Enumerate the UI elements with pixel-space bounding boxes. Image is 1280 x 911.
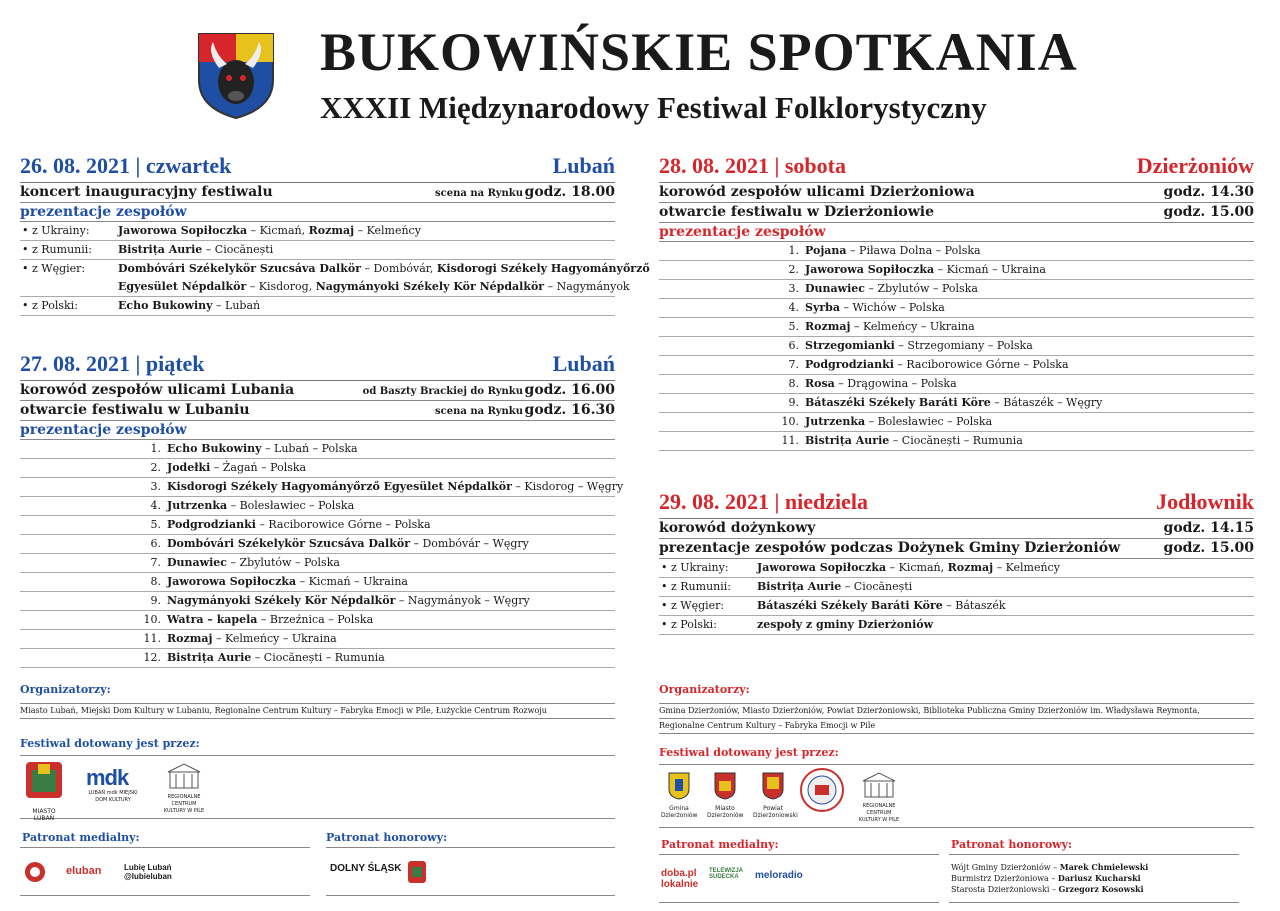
ox-head-crest-icon	[197, 32, 275, 120]
day3-date: 28. 08. 2021 | sobota	[659, 153, 846, 178]
list-item: 10. Watra – kapela – Brzeźnica – Polska	[20, 611, 615, 630]
list-item: 2. Jaworowa Sopiłoczka – Kicmań – Ukraina	[659, 261, 1254, 280]
organizers-text: Regionalne Centrum Kultury – Fabryka Emocji w Pile	[659, 719, 1254, 734]
powiat-crest-icon: Powiat Dzierżoniowski	[753, 771, 793, 819]
list-item: 2. Jodełki – Żagań – Polska	[20, 459, 615, 478]
group-row: • z Polski: Echo Bukowiny – Lubań	[20, 297, 615, 316]
list-item: 11. Bistrița Aurie – Ciocănești – Rumunia	[659, 432, 1254, 451]
lubie-luban-logo: Lubię Lubań @lubieluban	[124, 863, 172, 881]
rck-building-logo-icon: REGIONALNE CENTRUM KULTURY W PILE	[857, 771, 901, 824]
funding-heading: Festiwal dotowany jest przez:	[20, 737, 200, 750]
group-row: • z Węgier: Bátaszéki Székely Baráti Köre – Bátaszék	[659, 597, 1254, 616]
event-row: prezentacje zespołów podczas Dożynek Gminy Dzierżoniów godz. 15.00	[659, 539, 1254, 559]
funding-heading: Festiwal dotowany jest przez:	[659, 746, 839, 759]
day4-date: 29. 08. 2021 | niedziela	[659, 489, 868, 514]
section-heading: prezentacje zespołów	[20, 421, 615, 440]
list-item: 9. Nagymányoki Székely Kör Népdalkör – Nagymányok – Węgry	[20, 592, 615, 611]
event-row: korowód zespołów ulicami Dzierżoniowa godz. 14.30	[659, 183, 1254, 203]
miasto-dzierzoniow-crest-icon: Miasto Dzierżoniów	[707, 771, 743, 819]
group-row: • z Polski: zespoły z gminy Dzierżoniów	[659, 616, 1254, 635]
rck-building-logo-icon: REGIONALNE CENTRUM KULTURY W PILE	[162, 762, 206, 815]
organizers-heading: Organizatorzy:	[20, 683, 111, 696]
day2-section	[20, 350, 624, 668]
day3-section	[659, 152, 1254, 451]
list-item: 12. Bistrița Aurie – Ciocănești – Rumunia	[20, 649, 615, 668]
list-item: 10. Jutrzenka – Bolesławiec – Polska	[659, 413, 1254, 432]
group-row: • z Ukrainy: Jaworowa Sopiłoczka – Kicmań, Rozmaj – Kelmeńcy	[659, 559, 1254, 578]
event-row: korowód zespołów ulicami Lubania od Baszty Brackiej do Rynku godz. 16.00	[20, 380, 615, 401]
day4-section	[659, 488, 1254, 635]
meloradio-logo: meloradio	[755, 870, 803, 881]
list-item: 6. Dombóvári Székelykör Szucsáva Dalkör – Dombóvár – Węgry	[20, 535, 615, 554]
telewizja-sudecka-logo: TELEWIZJA SUDECKA	[709, 868, 743, 880]
luban-crest-icon	[406, 859, 428, 889]
list-item: 4. Jutrzenka – Bolesławiec – Polska	[20, 497, 615, 516]
day4-place: Jodłownik	[1156, 489, 1254, 514]
organizers-text: Miasto Lubań, Miejski Dom Kultury w Lubaniu, Regionalne Centrum Kultury – Fabryka Emocji w Pile, Łużyckie Centrum Rozwoju	[20, 704, 615, 719]
list-item: 6. Strzegomianki – Strzegomiany – Polska	[659, 337, 1254, 356]
organizers-text: Gmina Dzierżoniów, Miasto Dzierżoniów, Powiat Dzierżoniowski, Biblioteka Publiczna Gminy Dzierżoniów im. Władysława Reymonta,	[659, 704, 1254, 719]
group-row: • z Rumunii: Bistrița Aurie – Ciocănești	[659, 578, 1254, 597]
media-crest-icon	[24, 861, 46, 887]
event-row: otwarcie festiwalu w Lubaniu scena na Rynku godz. 16.30	[20, 401, 615, 421]
section-heading: prezentacje zespołów	[20, 203, 615, 222]
festival-crest	[197, 32, 275, 120]
list-item: 5. Podgrodzianki – Raciborowice Górne – Polska	[20, 516, 615, 535]
event-row: korowód dożynkowy godz. 14.15	[659, 519, 1254, 539]
mdk-logo-icon: mdk LUBAŃ mdk MIEJSKI DOM KULTURY	[86, 765, 138, 803]
list-item: 3. Dunawiec – Zbylutów – Polska	[659, 280, 1254, 299]
page-title: BUKOWIŃSKIE SPOTKANIA	[320, 22, 1078, 82]
gmina-dzierzoniow-crest-icon: Gmina Dzierżoniów	[661, 771, 697, 819]
day1-date: 26. 08. 2021 | czwartek	[20, 153, 232, 178]
honorary-patronage-heading: Patronat honorowy:	[951, 838, 1073, 851]
day2-place: Lubań	[552, 351, 615, 376]
media-patronage-heading: Patronat medialny:	[22, 831, 140, 844]
list-item: 5. Rozmaj – Kelmeńcy – Ukraina	[659, 318, 1254, 337]
day1-place: Lubań	[552, 153, 615, 178]
dolny-slask-logo: DOLNY ŚLĄSK	[330, 863, 402, 874]
day3-place: Dzierżoniów	[1136, 153, 1254, 178]
event-row: otwarcie festiwalu w Dzierżoniowie godz. 15.00	[659, 203, 1254, 223]
group-row: • z Węgier: Dombóvári Székelykör Szucsáva Dalkör – Dombóvár, Kisdorogi Székely Hagyományőrző	[22, 262, 650, 275]
list-item: 7. Dunawiec – Zbylutów – Polska	[20, 554, 615, 573]
list-item: 3. Kisdorogi Székely Hagyományőrző Egyesület Népdalkör – Kisdorog – Węgry	[20, 478, 615, 497]
page-subtitle: XXXII Międzynarodowy Festiwal Folklorystyczny	[320, 90, 987, 125]
list-item: 8. Rosa – Drągowina – Polska	[659, 375, 1254, 394]
group-row: • z Rumunii: Bistrița Aurie – Ciocănești	[20, 241, 615, 260]
right-footer	[659, 683, 1254, 904]
list-item: 11. Rozmaj – Kelmeńcy – Ukraina	[20, 630, 615, 649]
group-row: Egyesület Népdalkör – Kisdorog, Nagymányoki Székely Kör Népdalkör – Nagymányok	[20, 278, 615, 297]
list-item: 1. Pojana – Piława Dolna – Polska	[659, 242, 1254, 261]
list-item: 7. Podgrodzianki – Raciborowice Górne – Polska	[659, 356, 1254, 375]
eluban-logo: eluban	[66, 865, 102, 877]
left-footer	[20, 683, 615, 897]
day2-date: 27. 08. 2021 | piątek	[20, 351, 205, 376]
group-row: • z Ukrainy: Jaworowa Sopiłoczka – Kicmań, Rozmaj – Kelmeńcy	[20, 222, 615, 241]
doba-logo: doba.pl lokalnie	[661, 868, 699, 890]
city-crest-luban-icon: MIASTO LUBAŃ	[22, 760, 66, 822]
honorary-patronage-heading: Patronat honorowy:	[326, 831, 448, 844]
day1-section	[20, 152, 650, 316]
list-item: 4. Syrba – Wichów – Polska	[659, 299, 1254, 318]
section-heading: prezentacje zespołów	[659, 223, 1254, 242]
organizers-heading: Organizatorzy:	[659, 683, 750, 696]
list-item: 8. Jaworowa Sopiłoczka – Kicmań – Ukraina	[20, 573, 615, 592]
event-row: koncert inauguracyjny festiwalu scena na Rynku godz. 18.00	[20, 183, 615, 203]
library-seal-icon	[799, 767, 845, 817]
list-item: 1. Echo Bukowiny – Lubań – Polska	[20, 440, 615, 459]
media-patronage-heading: Patronat medialny:	[661, 838, 779, 851]
honorary-list: Wójt Gminy Dzierżoniów – Marek Chmielewski Burmistrz Dzierżoniowa – Dariusz Kucharski Starosta Dzierżoniowski – Grzegorz Kosowski	[951, 862, 1149, 894]
list-item: 9. Bátaszéki Székely Baráti Köre – Bátaszék – Węgry	[659, 394, 1254, 413]
